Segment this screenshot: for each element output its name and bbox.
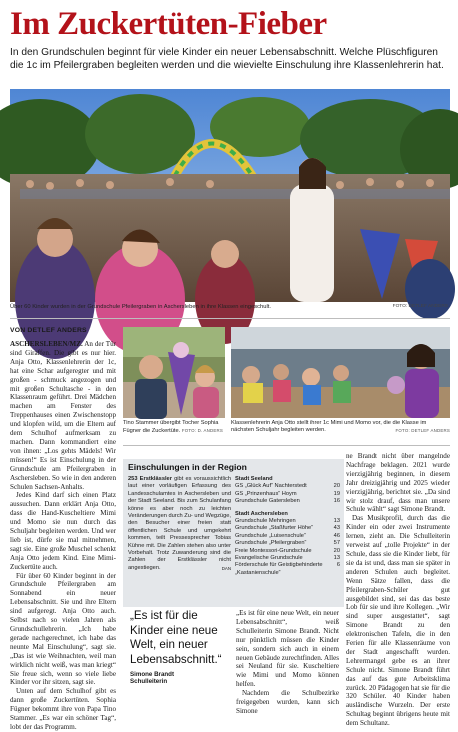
pupil-count: 6 xyxy=(336,562,340,569)
photo-classroom xyxy=(231,327,450,418)
table-row xyxy=(235,548,340,555)
article-column-3 xyxy=(346,452,450,728)
table-row xyxy=(235,533,340,540)
table-row xyxy=(235,525,340,532)
info-box-body: gibt es voraussichtlich laut einer vorläufigen Erfassung des Landesschulamtes in Aschersleben und der Stadt Seeland. Bis zum Schulanfang könne es aber noch zu leichten Veränderungen durch Zu- und Wegzüge, den Besucher einer freien statt öffentlichen Schule und umgekehrt kommen, teilt Pressesprecher Tobias Kühne mit. Die Zahlen stehen also unter Vorbehalt. Trotz Zuwanderung sind die Zahlen der Erstklässler nicht angestiegen. xyxy=(128,476,231,571)
caption-text: Klassenlehrerin Anja Otto stellt ihrer 1c Mimi und Momo vor, die die Klasse im nächsten Schuljahr begleiten werden. xyxy=(231,420,427,433)
pupil-count: 46 xyxy=(333,532,340,539)
table-row xyxy=(235,540,340,547)
table-group-heading: Stadt Seeland xyxy=(235,476,273,482)
paragraph-text: Unten auf dem Schulhof gibt es dann große Zuckertüten. Sophia Fügner bekommt ihre von Papa Tino Stammer. „Es war ein schöner Tag“, lobt der das Programm. xyxy=(10,687,116,731)
pupil-count: 13 xyxy=(333,518,340,525)
school-name: GS „Prinzenhaus“ Hoym xyxy=(235,490,297,497)
info-box-lead: 253 Erstklässler xyxy=(128,476,172,482)
table-row xyxy=(235,570,340,577)
school-name: Grundschule Gatersleben xyxy=(235,498,300,505)
paragraph xyxy=(346,514,450,728)
quote-text: „Es ist für die Kinder eine neue Welt, ein neuer Lebensabschnitt.“ xyxy=(130,609,222,666)
table-row xyxy=(235,483,340,490)
school-name: Grundschule „Luisenschule“ xyxy=(235,532,306,539)
article-intro: In den Grundschulen beginnt für viele Kinder ein neuer Lebensabschnitt. Welche Plüschfiguren die 1c im Pfeilergraben begleiten werden und die wievielte Einschulung ihre Klassenlehrerin hat. xyxy=(10,47,444,71)
main-photo-caption: Über 60 Kinder wurden in der Grundschule Pfeilergraben in Aschersleben in ihre Klassen eingeschult. xyxy=(10,304,272,310)
school-name: Evangelische Grundschule xyxy=(235,555,303,562)
photo-classroom-illustration xyxy=(231,327,450,418)
main-photo-illustration xyxy=(10,89,450,302)
divider-middle xyxy=(123,445,450,446)
article-column-1 xyxy=(10,340,116,732)
table-row xyxy=(235,518,340,525)
paragraph xyxy=(346,452,450,514)
pupil-count: 19 xyxy=(333,490,340,497)
info-box-einschulungen xyxy=(123,459,344,607)
paragraph xyxy=(10,572,116,688)
school-name: Grundschule „Staßfurter Höhe“ xyxy=(235,525,314,532)
paragraph-text: An der Tür sind Giraffen. Die gibt es nur hier. Anja Otto, Klassenlehrerin der 1c, hat eine Schar aufgeregter und mit großen - schmuck angezogen und mit großen Schultasche - in den Klassenraum geführt. Drei Mädchen machen am Fenster des Treppenhauses einen Zwischenstopp und klopfen wild, um die Eltern auf dem Schulhof aufmerksam zu machen. Dann kommandiert eine von ihnen: „Los gehts Mädels! Wir müssen!“ Es ist Einschulung in der Grundschule am Pfeilergraben in Aschersleben. So wie in den anderen Schulen Sachsen-Anhalts. xyxy=(10,340,116,491)
photo-zuckertuete-caption xyxy=(123,420,225,435)
school-name: Förderschule für Geistigbehinderte xyxy=(235,562,323,569)
pupil-count: 20 xyxy=(333,483,340,490)
caption-text: Tino Stammer übergibt Tocher Sophia Fügner die Zuckertüte. xyxy=(123,420,219,434)
main-photo-credit: FOTO: DETLEF ANDERS xyxy=(392,304,448,309)
pull-quote xyxy=(130,609,230,686)
school-table xyxy=(235,476,340,577)
paragraph-text: „Es ist für eine neue Welt, ein neuer Lebensabschnitt“, weiß Schulleiterin Simone Brandt. Nicht nur pünktlich müssen die Kinder sein, sondern sich auch in einem neuen Gebäude zurechtfinden. Alles sei Neuland für sie. Kuscheltiere wie Mimi und Momo können helfen. xyxy=(236,609,339,689)
byline: VON DETLEF ANDERS xyxy=(10,327,87,334)
paragraph xyxy=(236,689,339,716)
table-row xyxy=(235,555,340,562)
photo-credit: FOTO: DETLEF ANDERS xyxy=(395,428,450,433)
quote-name: Simone Brandt xyxy=(130,671,175,678)
photo-zuckertuete-illustration xyxy=(123,327,225,418)
school-name: Freie Montessori-Grundschule xyxy=(235,547,312,554)
table-row xyxy=(235,491,340,498)
article-column-2 xyxy=(236,609,339,716)
dateline: ASCHERSLEBEN/MZ. xyxy=(10,340,83,348)
photo-classroom-caption xyxy=(231,420,450,434)
table-row xyxy=(235,562,340,569)
school-name: Grundschule „Pfeilergraben“ xyxy=(235,540,307,547)
divider-top xyxy=(10,318,450,319)
table-row xyxy=(235,498,340,505)
paragraph-text: Nachdem die Schulbezirke freigegeben wurden, kann sich Simone xyxy=(236,689,339,715)
quote-role: Schulleiterin xyxy=(130,678,168,686)
photo-credit: FOTO: D. ANDERS xyxy=(181,428,224,433)
school-name: „Kastanienschule“ xyxy=(235,569,281,576)
photo-zuckertuete xyxy=(123,327,225,418)
paragraph xyxy=(10,340,116,491)
school-name: GS „Glück Auf“ Nachterstedt xyxy=(235,483,307,490)
paragraph-text: Das Musikprofil, durch das die Kinder ein oder zwei Instrumente lernen, zieht an. Die Schulleiterin verweist auf „tolle Projekte“ in der Schule, dass sie die Kinder liebt, für sie da ist und, dass man sie später in anderen Schulen auch begleitet. Wenn Sätze fallen, dass die Pfeilergraben-Schüler gut ausgebildet sind, sei das das beste Lob für sie und ihre Kollegen. „Wir sind super ausgestattet“, sagt Simone Brandt zu den elektronischen Tafeln, die in den Ferien für alle Klassenräume von der Stadt angeschafft wurden. Lehrermangel gebe es an ihrer Schule nicht. Simone Brandt führt das auf das gute Arbeitsklima zurück. 20 Pädagogen hat sie für die 320 Schüler. 40 Kinder haben ausländische Wurzeln. Der erste Schultag beginnt übrigens heute mit dem Schultanz. xyxy=(346,514,450,728)
info-box-text xyxy=(128,476,231,572)
pupil-count: 16 xyxy=(333,498,340,505)
info-box-credit: DAN xyxy=(221,565,231,571)
quote-attribution xyxy=(130,671,230,686)
school-name: Grundschule Mehringen xyxy=(235,518,296,525)
info-box-title: Einschulungen in der Region xyxy=(128,462,247,472)
paragraph xyxy=(10,687,116,732)
paragraph xyxy=(10,491,116,571)
paragraph-text: Jedes Kind darf sich einen Platz aussuchen. Dann erklärt Anja Otto, dass die Hand-Kuscheltiere Mimi und Momo sie nun durch das Schuljahr begleiten werden. Und wer lieb ist, dürfe sie mal mitnehmen, sagt sie. Eine große Muschel schenkt Anja Otto jedem Kind. Eine Mimi-Zuckertüte auch. xyxy=(10,491,116,571)
paragraph-text: ne Brandt nicht über mangelnde Nachfrage beklagen. 2021 wurde vierzigjährig beginnen, in diesem Jahr dreizigjährig und 2025 wieder vierzigjährig, berichtet sie. „Da sind wir stolz drauf, dass man unsere Schule wählt“ sagt Simone Brandt. xyxy=(346,452,450,514)
main-photo-caption-bar xyxy=(10,303,450,314)
pupil-count: 20 xyxy=(333,547,340,554)
pupil-count: 57 xyxy=(333,540,340,547)
paragraph-text: Für über 60 Kinder beginnt in der Grundschule Pfeilergraben am Sonnabend ein neuer Lebensabschnitt. Sie und ihre Eltern sind aufgeregt. Anja Otto auch. Selbst nach so vielen Jahren als Grundschullehrerin. „Ich habe gerade nachgerechnet, ich habe das neunte Mal Einschulung“, sagt sie. „Das ist wie Weihnachten, weil man wirklich nicht weiß, was man kriegt“ Sie freue sich, wenn so viele liebe Kinder vor ihr sitzen, sagt sie. xyxy=(10,571,116,687)
main-photo xyxy=(10,89,450,302)
table-group-heading: Stadt Aschersleben xyxy=(235,510,288,517)
pupil-count: 13 xyxy=(333,555,340,562)
pupil-count: 43 xyxy=(333,525,340,532)
paragraph xyxy=(236,609,339,689)
article-headline: Im Zuckertüten-Fieber xyxy=(10,6,327,42)
